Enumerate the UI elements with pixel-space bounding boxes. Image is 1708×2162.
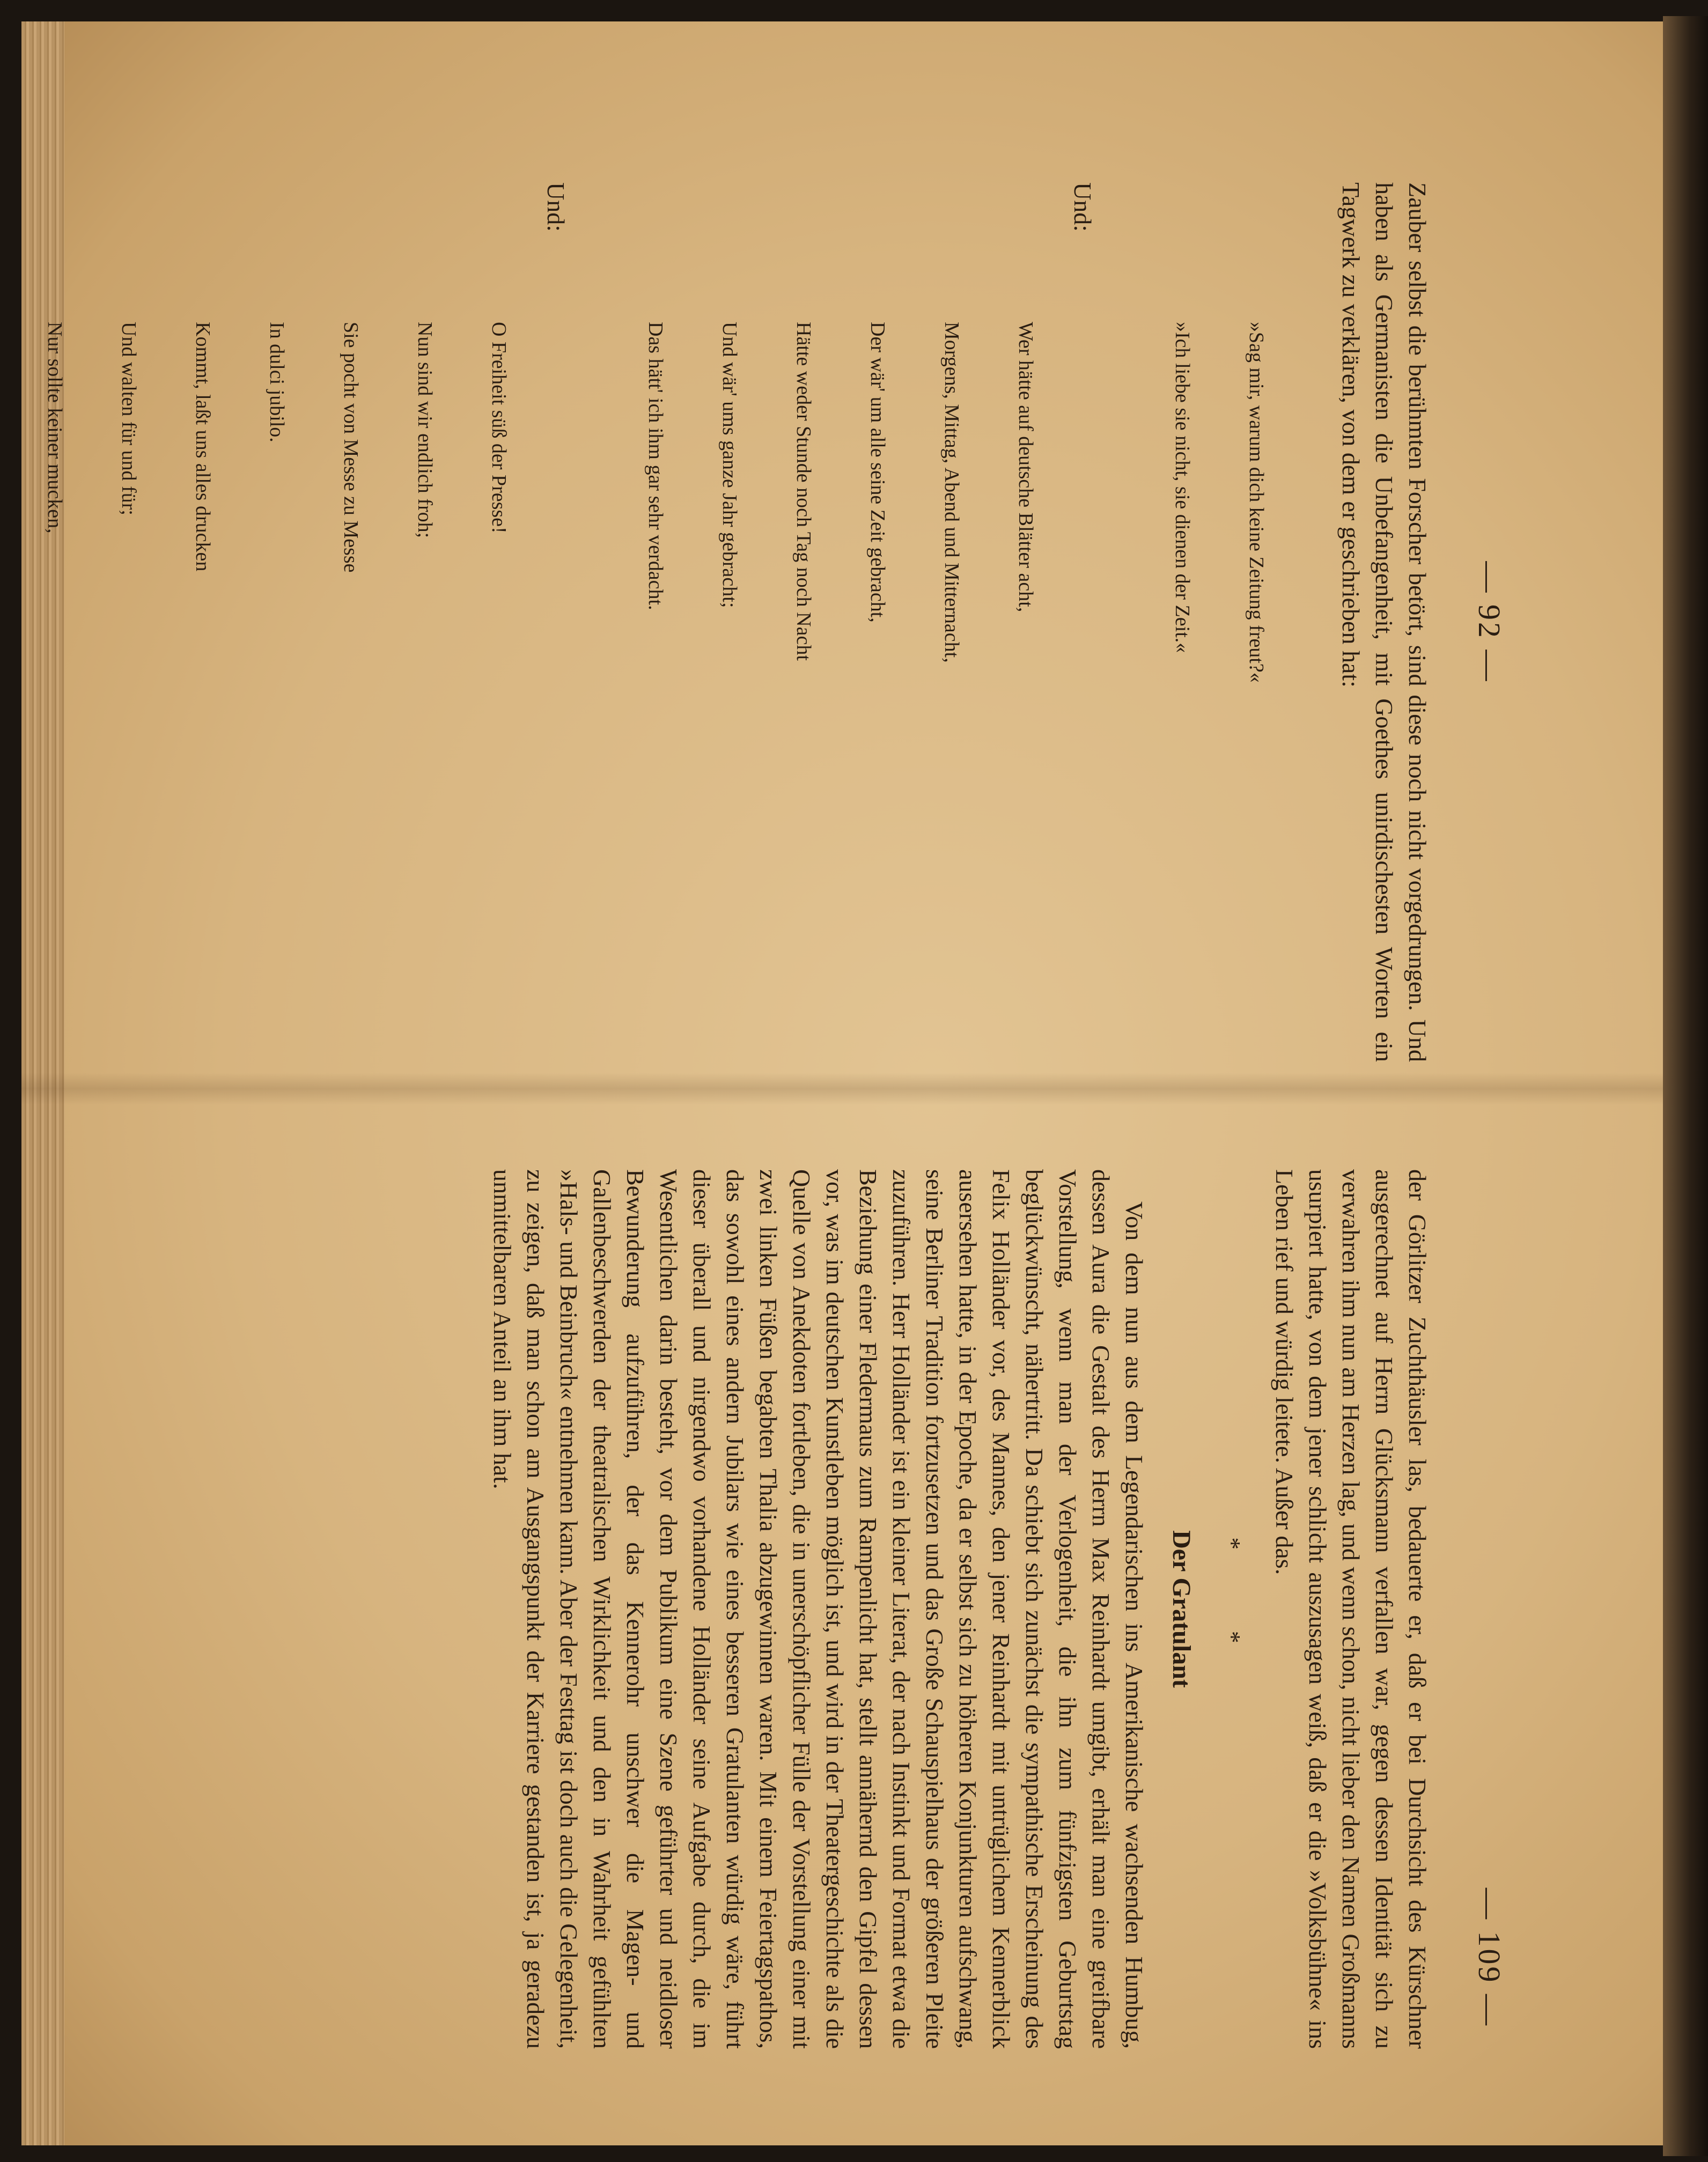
- page-number: — 92 —: [1472, 561, 1507, 683]
- gutter-shadow: [21, 1073, 1679, 1105]
- page-109: [274, 1169, 1507, 2049]
- verse-line: Wer hätte auf deutsche Blätter acht,: [1014, 322, 1037, 613]
- verse-line: In dulci jubilo.: [266, 322, 288, 442]
- paragraph: Zauber selbst die berühmten Forscher betört, sind diese noch nicht vorgedrungen. Und haben als Germanisten die Unbefangenheit, mit Goethes unirdischesten Worten ein Tagwerk zu verklären, von dem er geschrieben hat:: [1337, 182, 1431, 1062]
- verse-line: Nur sollte keiner mucken,: [43, 322, 66, 534]
- verse-line: Und walten für und für;: [117, 322, 140, 515]
- paragraph: Von dem nun aus dem Legendarischen ins Amerikanische wachsenden Humbug, dessen Aura die Gestalt des Herrn Max Reinhardt umgibt, erhält man eine greifbare Vorstellung, wenn man der Verlogenheit, die ihn zum fünfzigsten Geburtstag beglückwünscht, nähertritt. Da schiebt sich zunächst die sympathische Erscheinung des Felix Holländer vor, des Mannes, den jener Reinhardt mit untrüglichem Kennerblick ausersehen hatte, in der Epoche, da er selbst sich zu höheren Konjunkturen aufschwang, seine Berliner Tradition fortzusetzen und das Große Schauspielhaus der größeren Pleite zuzuführen. Herr Holländer ist ein kleiner Literat, der nach Instinkt und Format etwa die Beziehung einer Fledermaus zum Rampenlicht hat, stellt annähernd den Gipfel dessen vor, was im deutschen Kunstleben möglich ist, und wird in der Theatergeschichte als die Quelle von Anekdoten fortleben, die in unerschöpflicher Fülle der Vorstellung einer mit zwei linken Füßen begabten Thalia abzugewinnen waren. Mit einem Feiertagspathos, das sowohl eines andern Jubilars wie eines besseren Gratulanten würdig wäre, führt dieser überall und nirgendwo vorhandene Holländer seine Aufgabe durch, die im Wesentlichen darin besteht, vor dem Publikum eine Szene geführter und neidloser Bewunderung aufzuführen, der das Kennerohr unschwer die Magen- und Gallenbeschwerden der theatralischen Wirklichkeit und den in Wahrheit gefühlten »Hals- und Beinbruch« entnehmen kann. Aber der Festtag ist doch auch die Gelegenheit, zu zeigen, daß man schon am Ausgangspunkt der Karriere gestanden ist, ja geradezu unmittelbaren Anteil an ihm hat.: [489, 1169, 1148, 2049]
- page-number: — 109 —: [1472, 1888, 1507, 2027]
- verse-line: Nun sind wir endlich froh;: [414, 322, 436, 538]
- und-label: Und:: [542, 182, 570, 232]
- verse-line: Sie pocht von Messe zu Messe: [340, 322, 362, 573]
- book-fold: [1663, 16, 1708, 2156]
- verse-block: [0, 322, 561, 1062]
- verse-block: [1121, 322, 1318, 1062]
- verse-line: Morgens, Mittag, Abend und Mitternacht,: [940, 322, 963, 663]
- verse-line: Kommt, laßt uns alles drucken: [192, 322, 214, 572]
- page-92: [43, 182, 1507, 1062]
- verse-line: O Freiheit süß der Presse!: [488, 322, 510, 534]
- verse-line: Und wär' ums ganze Jahr gebracht;: [718, 322, 741, 608]
- verse-block: [594, 322, 1087, 1062]
- verse-line: »Ich liebe sie nicht, sie dienen der Zeit.«: [1171, 322, 1194, 653]
- section-stars: * *: [1218, 1537, 1246, 1681]
- paragraph: der Görlitzer Zuchthäusler las, bedauerte er, daß er bei Durchsicht des Kürschner ausgerechnet auf Herrn Glücksmann verfallen war, gegen dessen Identität sich zu verwahren ihm nun am Herzen lag, und wenn schon, nicht lieber den Namen Großmanns usurpiert hatte, von dem jener schlicht auszusagen weiß, daß er die »Volksbühne« ins Leben rief und würdig leitete. Außer das.: [1271, 1169, 1431, 2049]
- verse-line: Hätte weder Stunde noch Tag noch Nacht: [792, 322, 815, 661]
- und-label: Und:: [1069, 182, 1096, 232]
- verse-line: Das hätt' ich ihm gar sehr verdacht.: [644, 322, 667, 610]
- verse-line: »Sag mir, warum dich keine Zeitung freut?«: [1245, 322, 1268, 683]
- section-heading: Der Gratulant: [1167, 1530, 1196, 1688]
- verse-line: Der wär' um alle seine Zeit gebracht,: [866, 322, 889, 623]
